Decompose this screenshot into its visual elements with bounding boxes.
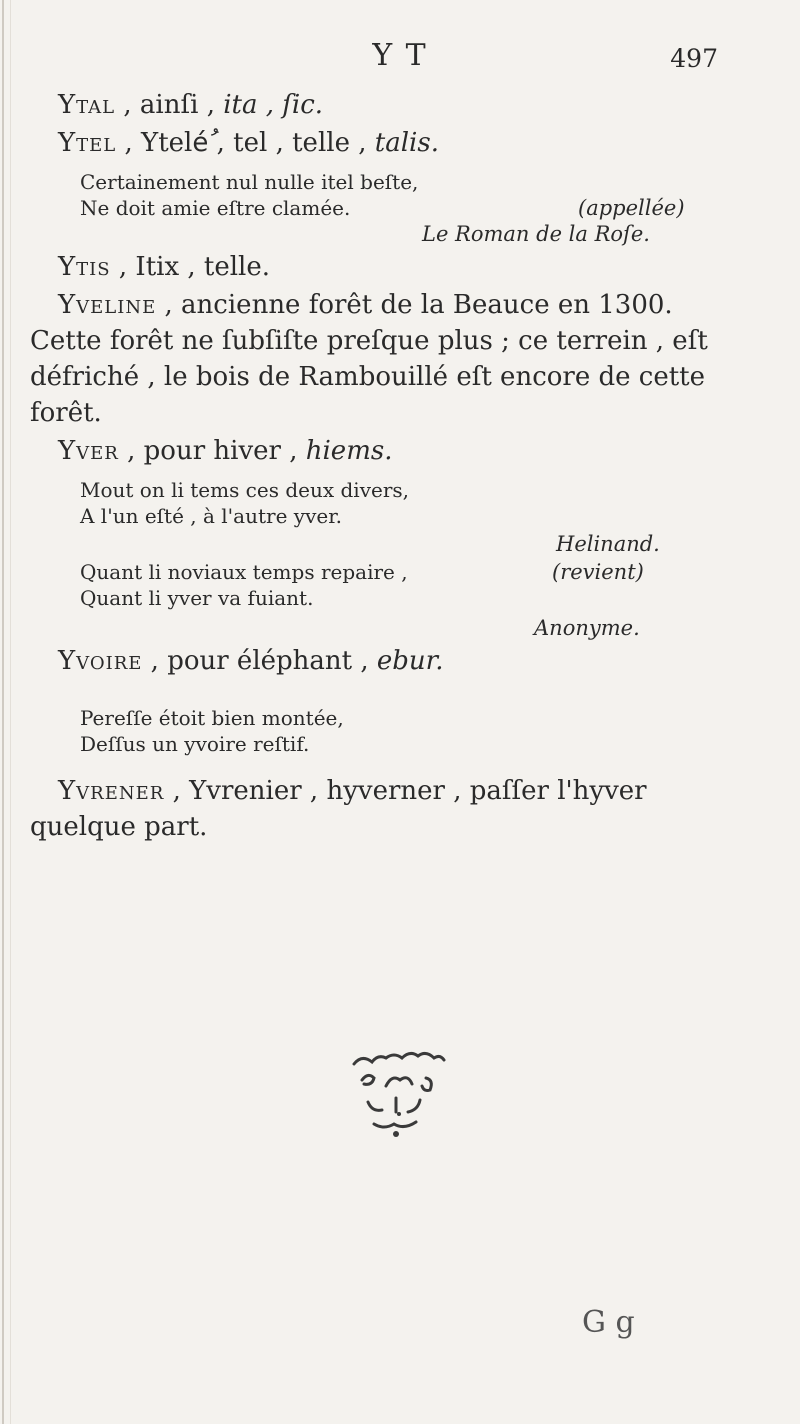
- entry-continuation: forêt.: [30, 398, 102, 428]
- quote-source: Le Roman de la Roſe.: [422, 222, 650, 246]
- quote-line: Certainement nul nulle itel beſte,: [80, 170, 419, 194]
- entry-gloss: talis.: [374, 128, 439, 158]
- quote-line: A l'un eſté , à l'autre yver.: [80, 504, 342, 528]
- quote-note: (revient): [552, 560, 644, 584]
- page-edge-inner: [10, 0, 11, 1424]
- quote-line: Deſſus un yvoire reſtif.: [80, 732, 310, 756]
- quote-source: Helinand.: [556, 532, 660, 556]
- signature-mark: G g: [582, 1305, 635, 1340]
- quote-note: (appellée): [578, 196, 685, 220]
- entry-ytis: [58, 252, 270, 282]
- entry-head: Ytel: [58, 128, 117, 158]
- quote-line: Quant li noviaux temps repaire ,: [80, 560, 408, 584]
- quote-source: Anonyme.: [534, 616, 640, 640]
- entry-ytel: [58, 128, 439, 158]
- entry-text: , Yteléُ , tel , telle ,: [116, 128, 375, 158]
- entry-yver: [58, 436, 392, 466]
- entry-text: , pour éléphant ,: [142, 646, 377, 676]
- entry-head: Yver: [58, 436, 119, 466]
- quote-line: Pereſſe étoit bien montée,: [80, 706, 344, 730]
- entry-text: , ainſi ,: [115, 90, 224, 120]
- entry-head: Yvoire: [58, 646, 143, 676]
- entry-yvrener: [58, 776, 647, 806]
- entry-head: Ytal: [58, 90, 116, 120]
- running-head: Y T: [372, 38, 428, 73]
- entry-continuation: Cette forêt ne ſubſiſte preſque plus ; ce terrein , eſt: [30, 326, 708, 356]
- floral-ornament-icon: [344, 1050, 454, 1144]
- entry-text: , ancienne forêt de la Beauce en 1300.: [156, 290, 673, 320]
- entry-gloss: hiems.: [305, 436, 393, 466]
- entry-text: , Itix , telle.: [110, 252, 271, 282]
- quote-line: Ne doit amie eſtre clamée.: [80, 196, 351, 220]
- entry-gloss: ita , ſic.: [223, 90, 324, 120]
- entry-continuation: quelque part.: [30, 812, 208, 842]
- entry-text: , Yvrenier , hyverner , paſſer l'hyver: [164, 776, 647, 806]
- entry-continuation: défriché , le bois de Rambouillé eſt encore de cette: [30, 362, 706, 392]
- entry-head: Yvrener: [58, 776, 165, 806]
- entry-yvoire: [58, 646, 444, 676]
- page-number: 497: [670, 44, 718, 73]
- quote-line: Quant li yver va fuiant.: [80, 586, 314, 610]
- quote-line: Mout on li tems ces deux divers,: [80, 478, 410, 502]
- entry-ytal: [58, 90, 323, 120]
- entry-yveline: [58, 290, 673, 320]
- entry-head: Yveline: [58, 290, 157, 320]
- entry-text: , pour hiver ,: [118, 436, 306, 466]
- entry-head: Ytis: [58, 252, 111, 282]
- entry-gloss: ebur.: [376, 646, 444, 676]
- page-edge: [2, 0, 4, 1424]
